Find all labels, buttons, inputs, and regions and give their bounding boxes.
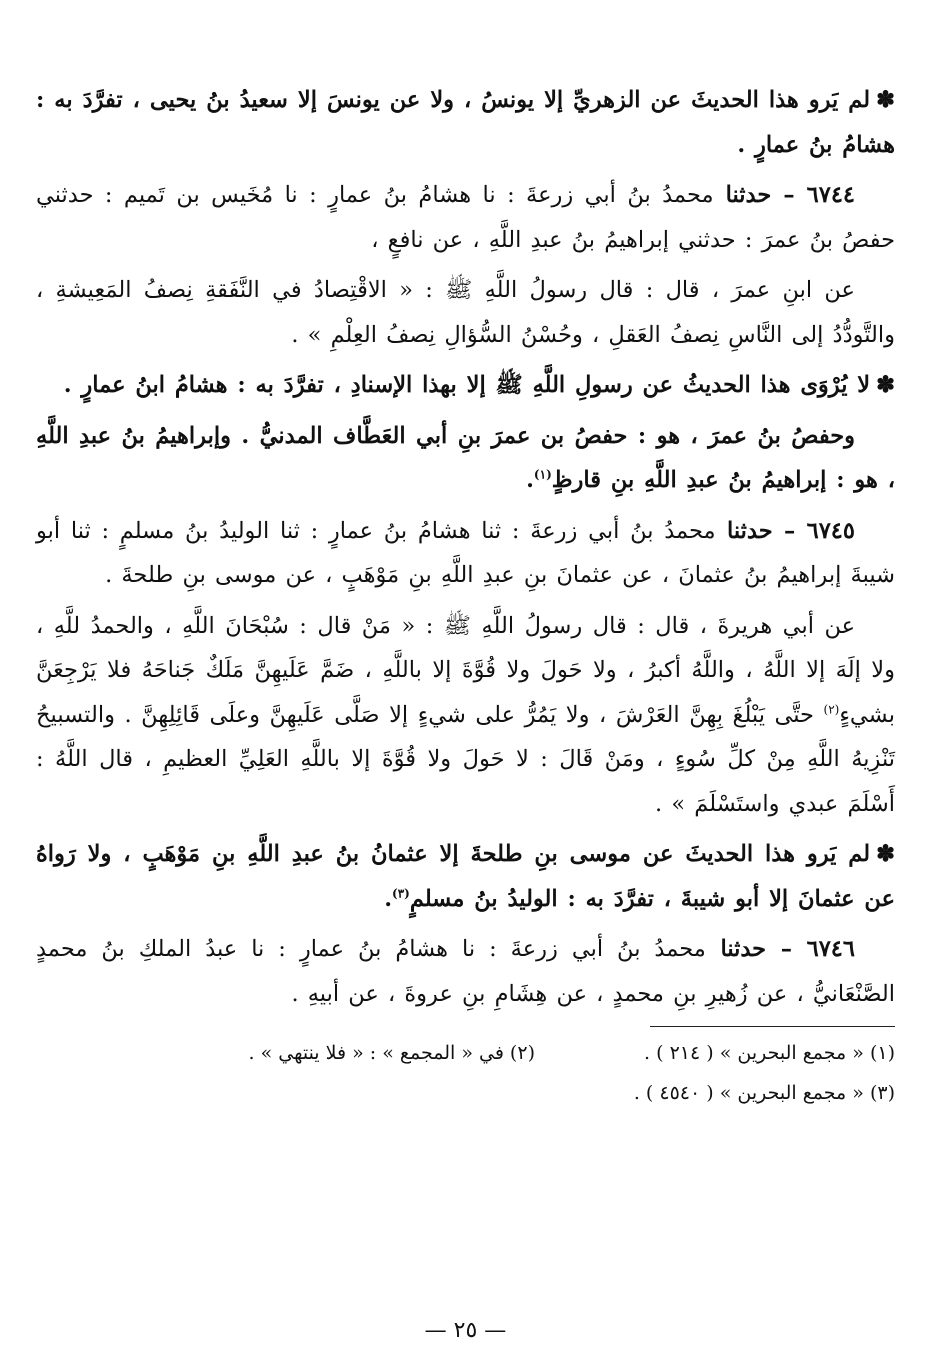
footnote-2: (٢) في « المجمع » : « فلا ينتهي » . [248, 1042, 535, 1064]
hadith-number: ٦٧٤٤ [806, 182, 855, 208]
matn-text: عن ابنِ عمرَ ، قال : قال رسولُ اللَّهِ ﷺ : « الاقْتِصادُ في النَّفَقةِ نِصفُ المَعِيشةِ ، والتَّودُّدُ إلى النَّاسِ نِصفُ العَقلِ ، وحُسْنُ السُّؤالِ نِصفُ العِلْمِ » . [36, 277, 895, 348]
footnote-divider [650, 1026, 895, 1027]
note-text: وحفصُ بنُ عمرَ ، هو : حفصُ بن عمرَ بنِ أبي العَطَّاف المدنيُّ . وإبراهيمُ بنُ عبدِ اللَّهِ ، هو : إبراهيمُ بنُ عبدِ اللَّهِ بنِ قارظٍ [36, 422, 895, 493]
page-number: — ٢٥ — [424, 1318, 507, 1343]
isnad-text: محمدُ بنُ أبي زرعةَ : نا هشامُ بنُ عمارٍ : نا عبدُ الملكِ بنُ محمدٍ الصَّنْعَانيُّ ، عن زُهيرِ بنِ محمدٍ ، عن هِشَامِ بنِ عروةَ ، عن أبيهِ . [36, 936, 895, 1007]
remark-text: لم يَرو هذا الحديثَ عن موسى بنِ طلحةَ إلا عثمانُ بنُ عبدِ اللَّهِ بنِ مَوْهَبٍ ، ولا رَواهُ عن عثمانَ إلا أبو شيبةَ ، تفرَّدَ به : الوليدُ بنُ مسلمٍ [36, 841, 895, 912]
star-mark: ✽ [876, 87, 895, 113]
footnote-row [36, 1033, 895, 1073]
hadith-6745-matn [36, 604, 895, 827]
hadith-lead: – حدثنا [705, 936, 807, 962]
remark-paragraph [36, 832, 895, 921]
hadith-6745-isnad [36, 509, 895, 598]
footnote-ref: (٢) [823, 702, 840, 716]
hadith-6744-matn [36, 268, 895, 357]
isnad-text: محمدُ بنُ أبي زرعةَ : نا هشامُ بنُ عمارٍ : نا مُخَيس بن تَميم : حدثني حفصُ بنُ عمرَ : حدثني إبراهيمُ بنُ عبدِ اللَّهِ ، عن نافعٍ ، [36, 182, 895, 253]
matn-text: عن أبي هريرةَ ، قال : قال رسولُ اللَّهِ ﷺ : « مَنْ قال : سُبْحَانَ اللَّهِ ، والحمدُ للَّهِ ، ولا إلَهَ إلا اللَّهُ ، واللَّهُ أكبرُ ، ولا حَولَ ولا قُوَّةَ إلا باللَّهِ ، ضَمَّ عَلَيهِنَّ مَلَكٌ جَناحَهُ فلا يَرْجِعَنَّ بشيءٍ [36, 612, 895, 728]
isnad-text: محمدُ بنُ أبي زرعةَ : ثنا هشامُ بنُ عمارٍ : ثنا الوليدُ بنُ مسلمٍ : ثنا أبو شيبةَ إبراهيمُ بنُ عثمانَ ، عن عثمانَ بنِ عبدِ اللَّهِ بنِ مَوْهَبٍ ، عن موسى بنِ طلحةَ . [36, 517, 895, 588]
narrator-note [36, 414, 895, 503]
hadith-6746-isnad [36, 927, 895, 1016]
hadith-number: ٦٧٤٥ [806, 517, 855, 544]
star-mark: ✽ [876, 841, 895, 867]
remark-paragraph [36, 78, 895, 167]
hadith-number: ٦٧٤٦ [806, 936, 855, 962]
hadith-lead: – حدثنا [713, 182, 807, 208]
hadith-6744-isnad [36, 173, 895, 262]
star-mark: ✽ [876, 372, 895, 398]
matn-tail: حتَّى يَبْلُغَ بِهِنَّ العَرْشَ ، ولا يَمُرُّ على شيءٍ إلا صَلَّى عَلَيهِنَّ وعلَى قَائِلِهِنَّ . والتسبيحُ تَنْزِيهُ اللَّهِ مِنْ كلِّ سُوءٍ ، ومَنْ قَالَ : لا حَولَ ولا قُوَّةَ إلا باللَّهِ العَلِيِّ العظيمِ ، قال اللَّهُ : أَسْلَمَ عبدي واستَسْلَمَ » . [36, 701, 895, 817]
note-tail: . [526, 467, 534, 493]
remark-text: لم يَرو هذا الحديثَ عن الزهريِّ إلا يونسُ ، ولا عن يونسَ إلا سعيدُ بنُ يحيى ، تفرَّدَ به : هشامُ بنُ عمارٍ . [36, 87, 895, 158]
remark-text: لا يُرْوَى هذا الحديثُ عن رسولِ اللَّهِ ﷺ إلا بهذا الإسنادِ ، تفرَّدَ به : هشامُ ابنُ عمارٍ . [63, 372, 871, 398]
footnote-3: (٣) « مجمع البحرين » ( ٤٥٤٠ ) . [633, 1082, 895, 1104]
hadith-lead: – حدثنا [715, 517, 807, 544]
footnote-row [36, 1073, 895, 1113]
footnote-1: (١) « مجمع البحرين » ( ٢١٤ ) . [644, 1042, 895, 1064]
footnote-ref: (٣) [392, 886, 410, 900]
remark-paragraph [36, 363, 895, 408]
footnote-ref: (١) [533, 467, 552, 482]
remark-tail: . [384, 885, 393, 912]
